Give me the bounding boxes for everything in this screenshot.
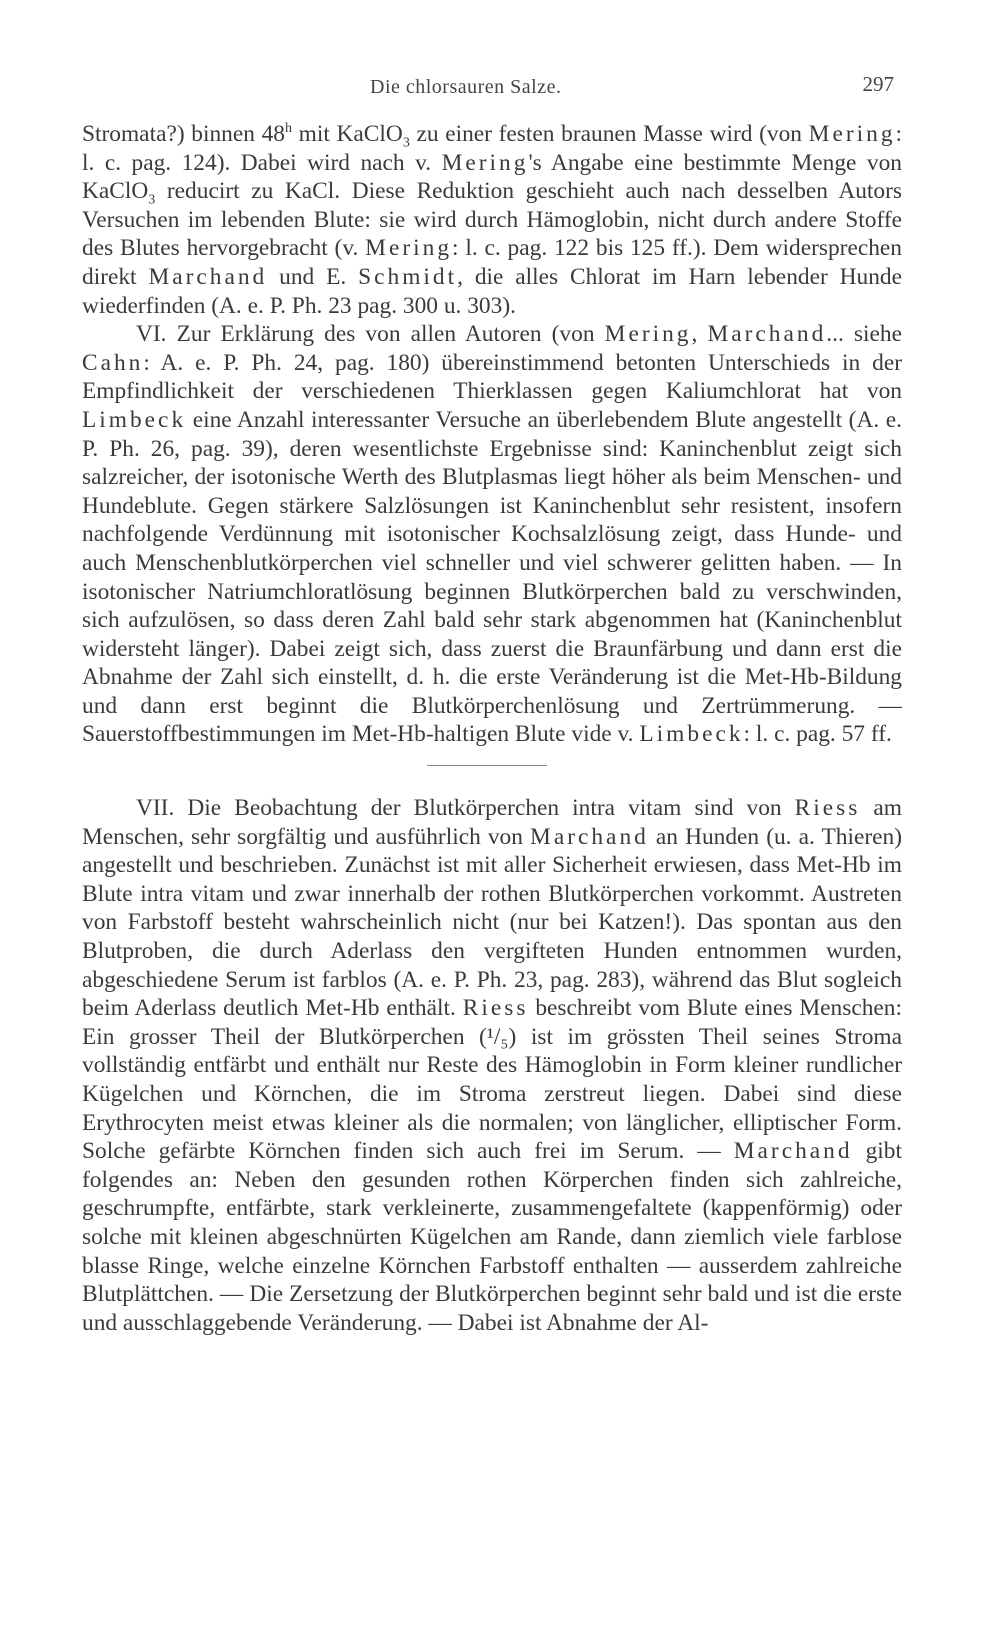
author-name: Cahn (82, 349, 144, 376)
text-run: , (691, 321, 708, 348)
author-name: Marchand (530, 823, 649, 850)
text-run: am Menschen, sehr sorgfältig und ausführlich von (82, 795, 902, 850)
paragraph-stromata (82, 120, 902, 320)
page-header (70, 66, 900, 106)
text-run: gibt folgendes an: Neben den gesunden rothen Körperchen finden sich zahlreiche, geschrumpfte, entfärbte, stark verkleinerte, zusammengefaltete (kappenförmig) oder solche mit kleinen abgeschnürten Kügelchen am Rande, dann ziemlich viele farblose blasse Ringe, welche einzelne Körnchen Farbstoff enthalten — ausserdem zahlreiche Blutplättchen. — Die Zersetzung der Blutkörperchen beginnt sehr bald und ist die erste und ausschlaggebende Veränderung. — Dabei ist Abnahme der Al- (82, 1138, 902, 1336)
body-text (82, 120, 902, 1337)
text-run: mit KaClO (292, 121, 403, 147)
author-name: Limbeck (82, 406, 187, 433)
author-name: Mering (604, 321, 692, 348)
paragraph-section-vi (82, 320, 902, 749)
author-name: Riess (794, 795, 861, 822)
running-title: Die chlorsauren Salze. (370, 76, 562, 98)
superscript: h (285, 121, 293, 137)
paragraph-section-vii (82, 794, 902, 1337)
text-run: : l. c. pag. 57 ff. (743, 721, 892, 748)
text-run: und E. (267, 263, 359, 290)
text-run: VI. Zur Erklärung des von allen Autoren (von (136, 321, 605, 348)
author-name: Riess (462, 995, 529, 1022)
text-run: VII. Die Beobachtung der Blutkörperchen intra vitam sind von (136, 795, 795, 822)
author-name: Mering (441, 149, 529, 176)
text-run: reducirt zu KaCl. Diese Reduktion geschieht auch nach desselben Autors Versuchen im lebenden Blute: sie wird durch Hämoglobin, nicht durch andere Stoffe des Blutes hervorgebracht (v. (82, 178, 902, 262)
text-run: 's Angabe eine bestimmte Menge von KaClO (82, 149, 902, 205)
page-number: 297 (862, 72, 894, 96)
author-name: Mering (808, 121, 896, 147)
text-run: an Hunden (u. a. Thieren) angestellt und beschrieben. Zunächst ist mit aller Sicherheit erwiesen, dass Met-Hb im Blute intra vitam und zwar innerhalb der rothen Blutkörperchen vorkommt. Austreten von Farbstoff besteht wahrscheinlich nicht (nur bei Katzen!). Das spontan aus den Blutproben, die durch Aderlass den vergifteten Hunden entnommen wurden, abgeschiedene Serum ist farblos (A. e. P. Ph. 23, pag. 283), während das Blut sogleich beim Aderlass deutlich Met-Hb enthält. (82, 823, 903, 1022)
author-name: Marchand (733, 1138, 853, 1165)
text-run: , die alles Chlorat im Harn lebender Hunde wiederfinden (A. e. P. Ph. 23 pag. 300 u. 303). (82, 263, 902, 319)
author-name: Marchand (707, 321, 827, 348)
fraction: ¹/₅ (486, 1023, 509, 1050)
text-run: ... siehe (826, 321, 902, 348)
author-name: Schmidt (358, 263, 458, 290)
subscript: 3 (402, 135, 410, 151)
text-run: eine Anzahl interessanter Versuche an überlebendem Blute angestellt (A. e. P. Ph. 26, pag. 39), deren wesentlichste Ergebnisse sind: Kaninchenblut zeigt sich salzreicher, der isotonische Werth des Blutplasmas liegt höher als beim Menschen- und Hundeblute. Gegen stärkere Salzlösungen ist Kaninchenblut sehr resistent, insofern nachfolgende Verdünnung mit isotonischer Kochsalzlösung zeigt, dass Hunde- und auch Menschenblutkörperchen viel schneller und viel schwerer gelitten haben. — In isotonischer Natriumchloratlösung beginnen Blutkörperchen bald zu verschwinden, sich aufzulösen, so dass deren Zahl bald sehr stark abgenommen hat (Kaninchenblut widersteht länger). Dabei zeigt sich, dass zuerst die Braunfärbung und dann erst die Abnahme der Zahl sich einstellt, d. h. die erste Veränderung ist die Met-Hb-Bildung und dann erst beginnt die Blutkörperchenlösung und Zertrümmerung. — Sauerstoffbestimmungen im Met-Hb-haltigen Blute vide v. (82, 406, 902, 748)
section-separator (427, 765, 547, 766)
text-run: Stromata?) binnen 48 (82, 121, 286, 147)
text-run: zu einer festen braunen Masse wird (von (409, 121, 809, 147)
subscript: 3 (148, 192, 156, 208)
author-name: Marchand (148, 263, 268, 290)
text-run: : l. c. pag. 124). Dabei wird nach v. (82, 121, 903, 176)
text-run: beschreibt vom Blute eines Menschen: Ein grosser Theil der Blutkörperchen ( (82, 995, 902, 1050)
text-run: : A. e. P. Ph. 24, pag. 180) übereinstimmend betonten Unterschieds in der Empfindlichkeit der verschiedenen Thierklassen gegen Kaliumchlorat hat von (82, 349, 902, 405)
text-run: : l. c. pag. 122 bis 125 ff.). Dem widersprechen direkt (82, 235, 902, 290)
text-run: ) ist im grössten Theil seines Stroma vollständig entfärbt und enthält nur Reste des Hämoglobin in Form kleiner rundlicher Kügelchen und Körnchen, die im Stroma zerstreut liegen. Dabei sind diese Erythrocyten meist etwas kleiner als die normalen; von länglicher, elliptischer Form. Solche gefärbte Körnchen finden sich auch frei im Serum. — (82, 1023, 902, 1165)
author-name: Mering (365, 235, 453, 262)
author-name: Limbeck (639, 721, 744, 748)
